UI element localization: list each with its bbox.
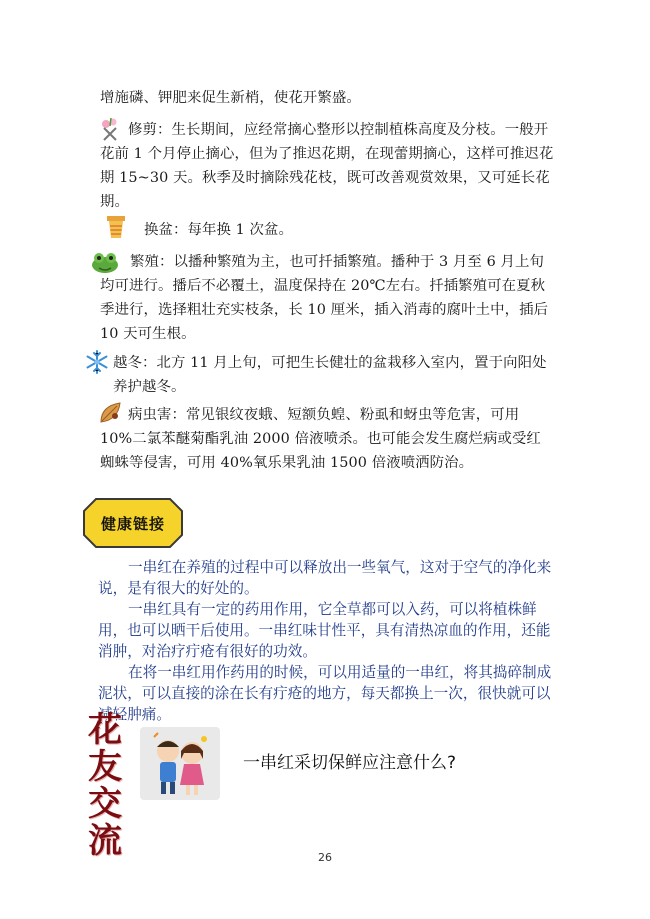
title-char: 交: [88, 784, 122, 824]
paragraph-text: 越冬：北方 11 月上旬，可把生长健壮的盆栽移入室内，置于向阳处养护越冬。: [113, 355, 547, 395]
page-number: 26: [318, 851, 332, 864]
health-link-badge: [82, 497, 184, 549]
health-section: [98, 557, 560, 725]
health-paragraph: 一串红具有一定的药用作用，它全草都可以入药，可以将植株鲜用，也可以晒干后使用。一串红味甘性平，具有清热凉血的作用，还能消肿，对治疗疔疮有很好的功效。: [98, 601, 551, 660]
paragraph-pests: [100, 403, 555, 475]
paragraph-fertilizer: [100, 86, 555, 110]
kids-illustration: [140, 727, 220, 800]
title-char: 流: [88, 821, 122, 861]
paragraph-propagation: [100, 250, 555, 346]
paragraph-text: 病虫害：常见银纹夜蛾、短额负蝗、粉虱和蚜虫等危害，可用 10%二氯苯醚菊酯乳油 2000 倍液喷杀。也可能会发生腐烂病或受红蜘蛛等侵害，可用 40%氧乐果乳油 1500 倍液喷洒防治。: [100, 407, 541, 471]
paragraph-text: 繁殖：以播种繁殖为主，也可扦插繁殖。播种于 3 月至 6 月上旬均可进行。播后不必覆土，温度保持在 20℃左右。扦插繁殖可在夏秋季进行，选择粗壮充实枝条，长 10 厘米，插入消毒的腐叶土中，插后 10 天可生根。: [100, 254, 549, 342]
exchange-question: 一串红采切保鲜应注意什么?: [243, 753, 457, 773]
paragraph-text: 修剪：生长期间，应经常摘心整形以控制植株高度及分枝。一般开花前 1 个月停止摘心，但为了推迟花期，在现蕾期摘心，这样可推迟花期 15~30 天。秋季及时摘除残花枝，既可改善观赏效果，又可延长花期。: [100, 122, 554, 210]
paragraph-winter: [113, 351, 555, 399]
title-char: 友: [88, 747, 122, 787]
health-link-label: 健康链接: [100, 514, 165, 533]
snowflake-icon: [84, 349, 110, 375]
two-children-icon: [140, 727, 220, 800]
title-char: 花: [88, 710, 122, 750]
health-paragraph: 一串红在养殖的过程中可以释放出一些氧气，这对于空气的净化来说，是有很大的好处的。: [98, 559, 552, 597]
paragraph-pruning: [100, 118, 555, 214]
paragraph-repot: [144, 218, 444, 242]
paragraph-text: 增施磷、钾肥来促生新梢，使花开繁盛。: [100, 90, 361, 106]
health-paragraph: 在将一串红用作药用的时候，可以用适量的一串红，将其捣碎制成泥状，可以直接的涂在长有疔疮的地方，每天都换上一次，很快就可以减轻肿痛。: [98, 664, 552, 723]
paragraph-text: 换盆：每年换 1 次盆。: [144, 222, 294, 238]
flower-friends-exchange-title: [88, 712, 134, 860]
flower-pot-icon: [106, 214, 126, 240]
